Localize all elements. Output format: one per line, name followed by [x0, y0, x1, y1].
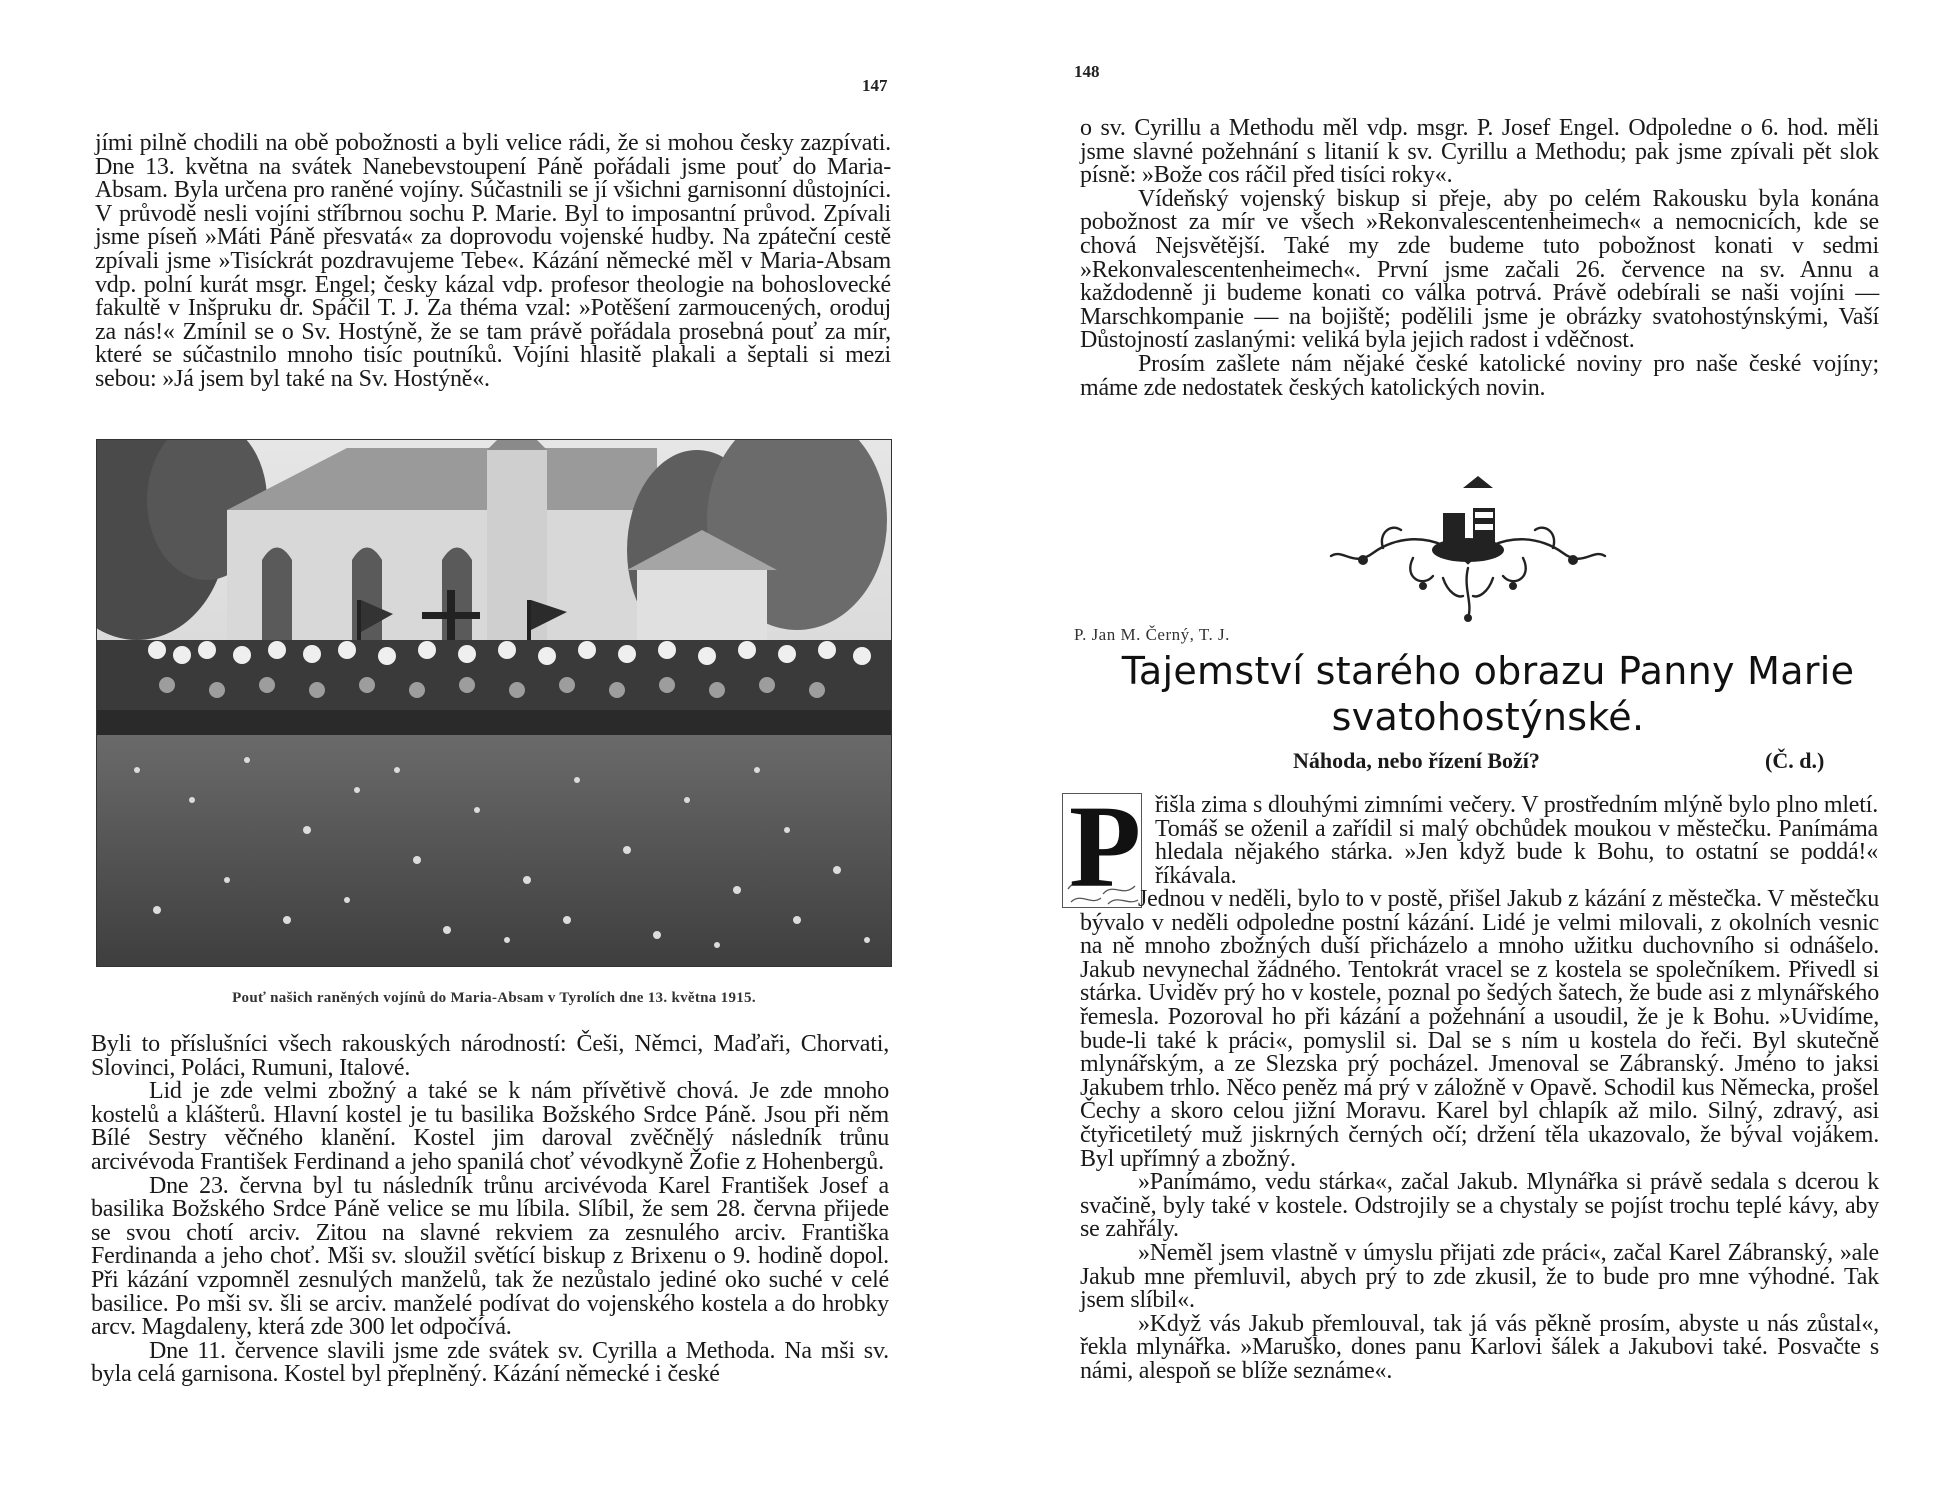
article-title: Tajemství starého obrazu Panny Marie svatohostýnské. [1121, 649, 1855, 739]
article-author: P. Jan M. Černý, T. J. [1074, 625, 1230, 644]
paragraph: řišla zima s dlouhými zimními večery. V prostředním mlýně bylo plno mletí. Tomáš se oženil a zařídil si malý obchůdek moukou v městečku. Panímáma hledala nějakého stárka. »Jen když bude k Bohu, to ostatní se poddá!« říkávala. [1155, 792, 1878, 889]
paragraph: Lid je zde velmi zbožný a také se k nám přívětivě chová. Je zde mnoho kostelů a klášterů. Hlavní kostel je tu basilika Božského Srdce Páně. Jsou při něm Bílé Sestry věčného klanění. Kostel jim daroval zvěčnělý následník trůnu arcivévoda František Ferdinand a jeho spanilá choť vévodkyně Žofie z Hohenbergů. [91, 1078, 889, 1175]
photo-caption: Pouť našich raněných vojínů do Maria-Absam v Tyrolích dne 13. května 1915. [232, 990, 756, 1006]
article-body [1080, 888, 1879, 1383]
continuation-label: (Č. d.) [1765, 748, 1825, 773]
paragraph: Prosím zašlete nám nějaké české katolické noviny pro naše české vojíny; máme zde nedostatek českých katolických novin. [1080, 350, 1879, 401]
paragraph: »Panímámo, vedu stárka«, začal Jakub. Mlynářka si právě sedala s dcerou k svačině, byly také v kostele. Odstrojily se a chystaly se pojíst trochu teplé kávy, aby se zahřály. [1080, 1169, 1879, 1243]
paragraph: Byli to příslušníci všech rakouských národností: Češi, Němci, Maďaři, Chorvati, Slovinci, Poláci, Rumuni, Italové. [91, 1031, 889, 1081]
paragraph: jími pilně chodili na obě pobožnosti a byli velice rádi, že si mohou česky zazpívati. Dne 13. května na svátek Nanebevstoupení Páně pořádali jsme pouť do Maria-Absam. Byla určena pro raněné vojíny. Súčastnili se jí všichni garnisonní důstojníci. V průvodě nesli vojíni stříbrnou sochu P. Marie. Byl to imposantní průvod. Zpívali jsme píseň »Máti Páně přesvatá« za doprovodu vojenské hudby. Na zpáteční cestě zpívali jsme »Tisíckrát pozdravujeme Tebe«. Kázání německé měl v Maria-Absam vdp. polní kurát msgr. Engel; česky kázal vdp. profesor theologie na bohoslovecké fakultě v Inšpruku dr. Spáčil T. J. Za théma vzal: »Potěšení zarmoucených, oroduj za nás!« Zmínil se o Sv. Hostýně, že se tam právě pořádala prosebná pouť za mír, které se súčastnilo mnoho tisíc poutníků. Vojíni hlasitě plakali a šeptali si mezi sebou: »Já jsem byl také na Sv. Hostýně«. [95, 130, 891, 392]
paragraph: Dne 11. července slavili jsme zde svátek sv. Cyrilla a Methoda. Na mši sv. byla celá garnisona. Kostel byl přeplněný. Kázání německé i české [91, 1337, 889, 1388]
page-number-right: 148 [1074, 62, 1100, 81]
article-subtitle: Náhoda, nebo řízení Boží? [1293, 748, 1540, 773]
paragraph: Jednou v neděli, bylo to v postě, přišel Jakub z kázání z městečka. V městečku bývalo v neděli odpoledne postní kázání. Lidé je velmi milovali, z okolních vesnic na ně mnoho zbožných duší přicházelo a mnoho užitku duchovního si odnášelo. Jakub nevynechal žádného. Tentokrát vracel se z kostela se společníkem. Přivedl si stárka. Uviděv prý ho v kostele, poznal po šedých šatech, že bude asi z mlynářského řemesla. Pozoroval ho při kázání a požehnání a usoudil, že je k Bohu. »Uvidíme, bude-li také k práci«, pomyslil si. Dal se s ním u kostela do řeči. Byl skutečně mlynářským, a ze Slezska prý pocházel. Jmenoval se Zábranský. Jméno to jaksi Jakubem trhlo. Něco peněz má prý v záložně v Opavě. Schodil kus Německa, prošel Čechy a skoro celou jižní Moravu. Karel byl chlapík až milo. Silný, zdravý, asi čtyřicetiletý muž jiskrných černých očí; držení těla ukazovalo, že býval vojákem. Byl upřímný a zbožný. [1080, 886, 1879, 1172]
left-top-text [95, 132, 891, 392]
paragraph: Dne 23. června byl tu následník trůnu arcivévoda Karel František Josef a basilika Božského Srdce Páně velice se mu líbila. Slíbil, že sem 28. června přijede se svou chotí arciv. Zitou na slavné rekviem za zesnulého arciv. Františka Ferdinanda a jeho choť. Mši sv. sloužil světící biskup z Brixenu o 9. hodině dopol. Při kázání vzpomněl zesnulých manželů, tak že nezůstalo jediné oko suché v celé basilice. Po mši sv. šli se arciv. manželé podívat do vojenského kostela a do hrobky arcv. Magdaleny, která zde 300 let odpočívá. [91, 1172, 889, 1341]
decorative-ornament [1323, 468, 1613, 623]
drop-cap-letter: P [1069, 793, 1142, 908]
left-bottom-text [91, 1033, 889, 1387]
right-top-text [1080, 117, 1879, 400]
paragraph: Vídeňský vojenský biskup si přeje, aby po celém Rakousku byla konána pobožnost za mír ve všech »Rekonvalescentenheimech« a nemocnicích, kde se chová Nejsvětější. Také my zde budeme tuto pobožnost konati v sedmi »Rekonvalescentenheimech«. První jsme začali 26. července na sv. Annu a každodenně ji budeme konati co válka potrvá. Právě odebírali se naši vojíni — Marschkompanie — na bojiště; podělili jsme je obrázky svatohostýnskými, Vaší Důstojností zaslanými: veliká byla jejich radost i vděčnost. [1080, 185, 1879, 354]
right-page [973, 0, 1946, 1500]
article-first-paragraph [1155, 794, 1878, 888]
pilgrimage-photo [96, 439, 892, 967]
page-number-left: 147 [862, 76, 888, 95]
paragraph: »Neměl jsem vlastně v úmyslu přijati zde práci«, začal Karel Zábranský, »ale Jakub mne přemluvil, abych prý to zde zkusil, že to bude pro mne výhodné. Tak jsem slíbil«. [1080, 1239, 1879, 1314]
paragraph: o sv. Cyrillu a Methodu měl vdp. msgr. P. Josef Engel. Odpoledne o 6. hod. měli jsme slavné požehnání s litanií k sv. Cyrillu a Methodu; pak jsme zpívali pět slok písně: »Bože cos ráčil před tisíci roky«. [1080, 115, 1879, 189]
paragraph: »Když vás Jakub přemlouval, tak já vás pěkně prosím, abyste u nás zůstal«, řekla mlynářka. »Maruško, dones panu Karlovi šálek a Jakubovi také. Posvačte s námi, alespoň se blíže seznáme«. [1080, 1310, 1879, 1384]
